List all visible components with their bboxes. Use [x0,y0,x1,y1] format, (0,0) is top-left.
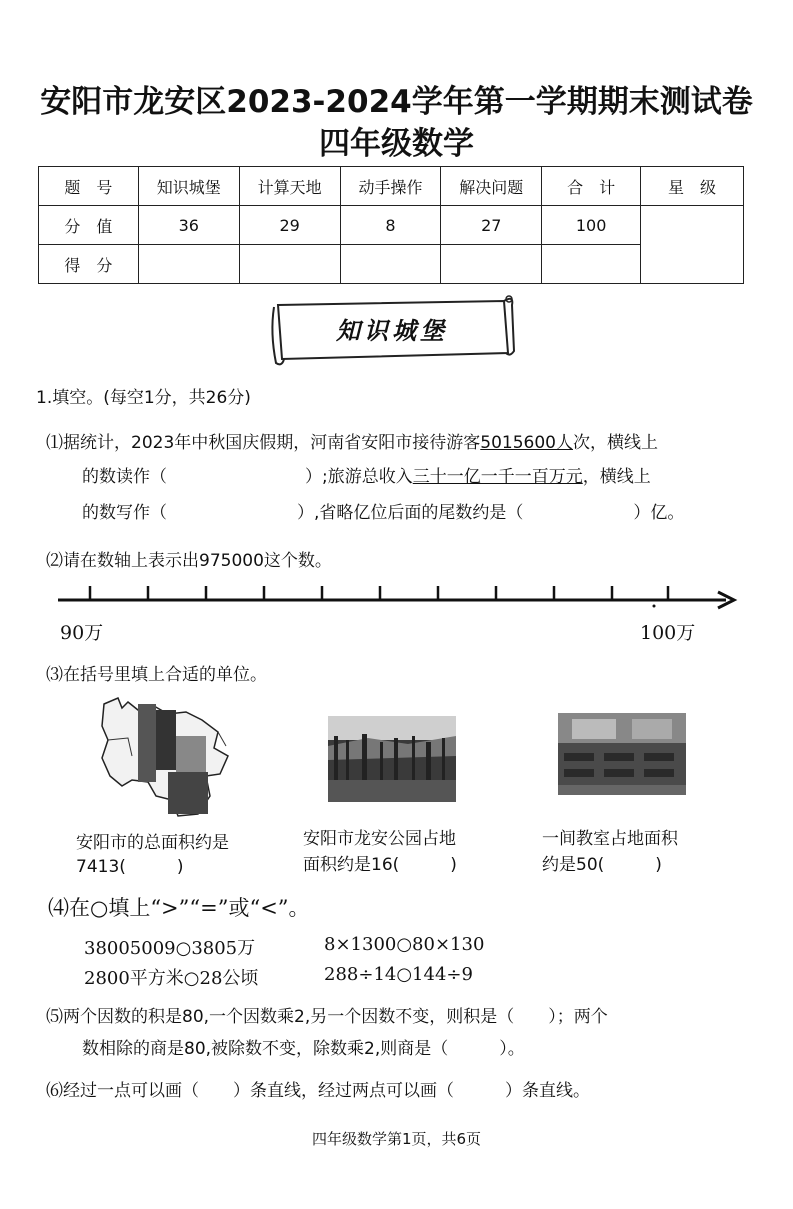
compare-item-4[interactable]: 288÷14○144÷9 [324,964,473,985]
compare-item-1[interactable]: 38005009○3805万 [84,938,256,959]
score-cell[interactable] [542,245,641,284]
score-cell[interactable] [138,245,239,284]
row-label-score: 得 分 [39,245,139,284]
caption-city-area-1: 安阳市的总面积约是 [76,833,229,853]
col-header-2: 计算天地 [239,167,340,206]
caption-city-area-2[interactable]: 7413( ) [76,857,184,877]
q1-6-text: ⑹经过一点可以画（ ）条直线，经过两点可以画（ ）条直线。 [46,1081,590,1101]
score-cell[interactable] [441,245,542,284]
q1-1-line3: 的数写作（ ）,省略亿位后面的尾数约是（ ）亿。 [82,503,685,523]
exam-subtitle: 四年级数学 [319,126,474,162]
col-header-total: 合 计 [542,167,641,206]
underlined-amount: 三十一亿一千一百万元 [412,467,583,487]
value-cell: 29 [239,206,340,245]
q1-3-text: ⑶在括号里填上合适的单位。 [46,665,267,685]
row-label-number: 题 号 [39,167,139,206]
city-map-image [98,696,240,818]
score-cell[interactable] [340,245,441,284]
caption-park-area-1: 安阳市龙安公园占地 [303,829,456,849]
row-label-value: 分 值 [39,206,139,245]
q1-1-line1: ⑴据统计，2023年中秋国庆假期，河南省安阳市接待游客5015600人次，横线上 [46,433,658,453]
number-line-right-label: 100万 [640,622,696,644]
col-header-1: 知识城堡 [138,167,239,206]
col-header-star: 星 级 [641,167,744,206]
q1-5-line2: 数相除的商是80,被除数不变，除数乘2,则商是（ ）。 [82,1039,525,1059]
star-cell[interactable] [641,206,744,284]
exam-title: 安阳市龙安区2023-2024学年第一学期期末测试卷 [40,84,753,120]
q1-2-text: ⑵请在数轴上表示出975000这个数。 [46,551,332,571]
section-banner [268,293,516,367]
compare-item-2[interactable]: 8×1300○80×130 [324,934,485,955]
value-cell: 100 [542,206,641,245]
caption-park-area-2[interactable]: 面积约是16( ) [303,855,457,875]
page-footer: 四年级数学第1页，共6页 [311,1130,482,1148]
value-cell: 8 [340,206,441,245]
underlined-number: 5015600人 [480,433,573,453]
value-cell: 36 [138,206,239,245]
park-photo [328,716,456,802]
caption-classroom-area-2[interactable]: 约是50( ) [542,855,662,875]
value-cell: 27 [441,206,542,245]
score-cell[interactable] [239,245,340,284]
classroom-photo [558,713,686,795]
number-line-left-label: 90万 [60,622,104,644]
banner-text: 知识城堡 [336,316,448,345]
question-heading: 1.填空。(每空1分，共26分) [36,388,251,408]
q1-1-line2: 的数读作（ ）;旅游总收入三十一亿一千一百万元，横线上 [82,467,651,487]
number-line[interactable] [50,576,740,616]
score-table [38,166,744,284]
compare-item-3[interactable]: 2800平方米○28公顷 [84,968,259,989]
col-header-3: 动手操作 [340,167,441,206]
q1-5-line1: ⑸两个因数的积是80,一个因数乘2,另一个因数不变，则积是（ ）；两个 [46,1007,608,1027]
q1-4-text: ⑷在○填上“>”“=”或“<”。 [48,896,310,920]
col-header-4: 解决问题 [441,167,542,206]
caption-classroom-area-1: 一间教室占地面积 [542,829,678,849]
